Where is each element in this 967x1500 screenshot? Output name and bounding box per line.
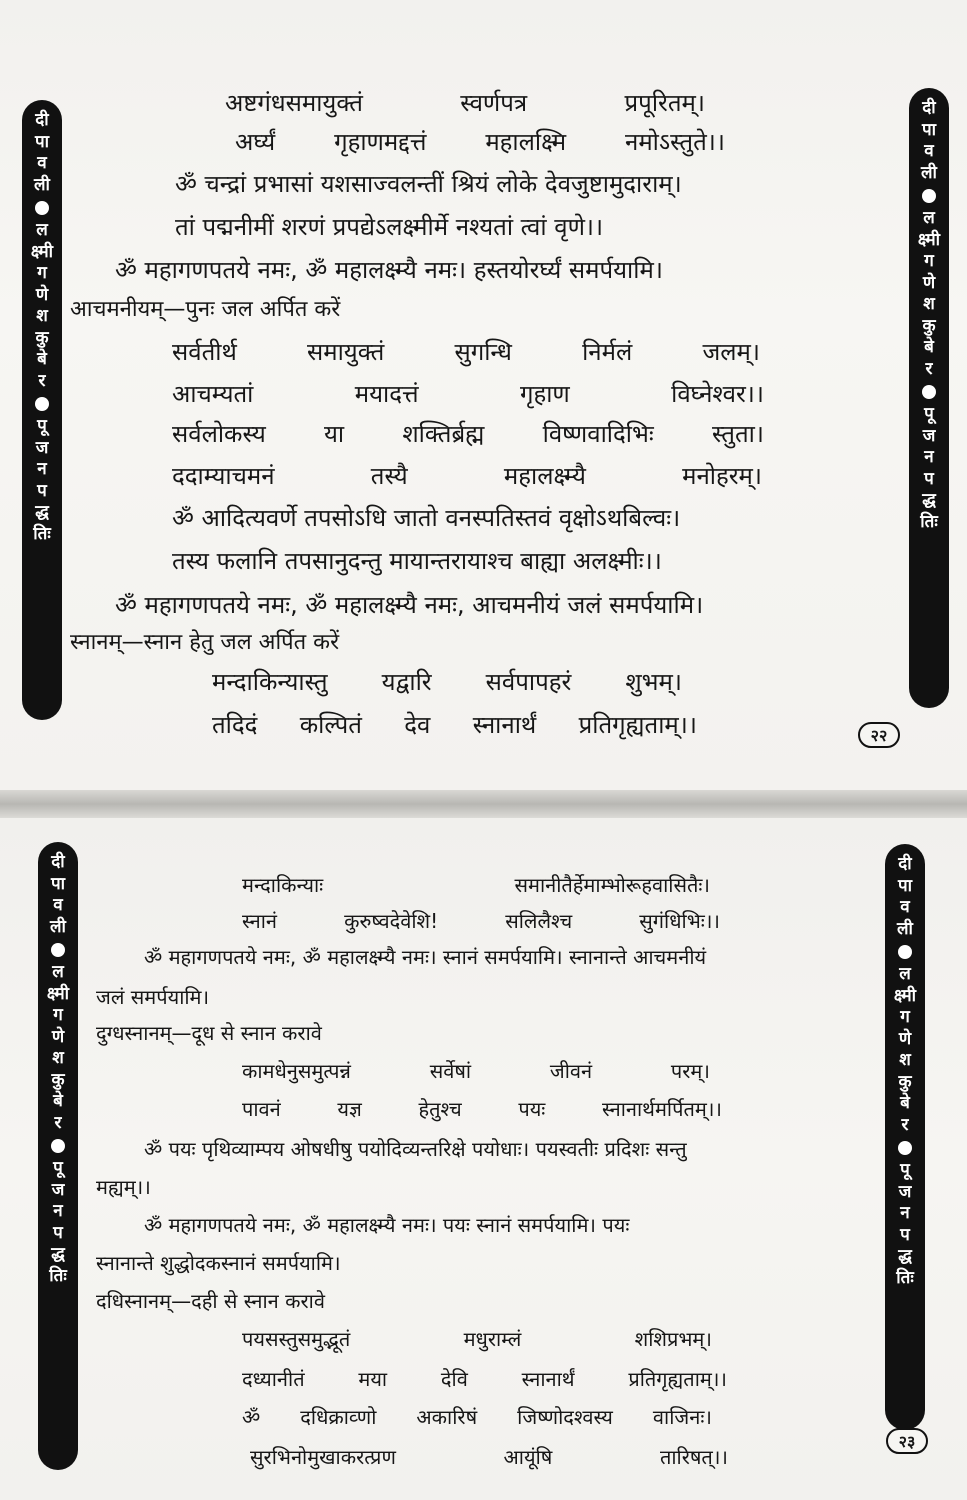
strip-char: तिः — [920, 511, 938, 532]
strip-bullet — [35, 201, 49, 215]
strip-char: क्ष्मी — [46, 983, 70, 1004]
strip-char: श — [899, 1050, 911, 1070]
strip-char: श — [923, 294, 935, 314]
strip-bullet — [898, 945, 912, 959]
strip-char: प — [53, 1222, 63, 1243]
side-title-strip-right — [909, 88, 949, 708]
strip-bullet — [898, 1141, 912, 1155]
strip-char: द्ध — [898, 1246, 912, 1266]
mantra-line: ॐ पयः पृथिव्याम्पय ओषधीषु पयोदिव्यन्तरिक्षे पयोधाः। पयस्वतीः प्रदिशः सन्तु — [144, 1137, 687, 1161]
page-number: २३ — [886, 1428, 928, 1454]
verse-line: अष्टगंधसमायुक्तं स्वर्णपत्र प्रपूरितम्। — [225, 89, 705, 117]
verse-line: अर्घ्यं गृहाणमद्दत्तं महालक्ष्मि नमोऽस्तुते।। — [235, 128, 725, 156]
strip-char: पू — [900, 1160, 910, 1180]
strip-char: पा — [897, 875, 913, 896]
verse-line: तदिदं कल्पितं देव स्नानार्थं प्रतिगृह्यताम्।। — [212, 711, 697, 739]
section-heading: स्नानम्—स्नान हेतु जल अर्पित करें — [70, 630, 340, 655]
strip-char: न — [53, 1201, 63, 1221]
mantra-line: तस्य फलानि तपसानुदन्तु मायान्तरायाश्च बाह्या अलक्ष्मीः।। — [172, 547, 662, 575]
strip-char: णे — [898, 1028, 912, 1049]
section-heading: दधिस्नानम्—दही से स्नान करावे — [96, 1289, 325, 1313]
verse-line: कामधेनुसमुत्पन्नं सर्वेषां जीवनं परम्। — [242, 1059, 710, 1083]
verse-line: सर्वतीर्थ समायुक्तं सुगन्धि निर्मलं जलम्। — [172, 338, 760, 366]
mantra-line: जलं समर्पयामि। — [96, 985, 210, 1009]
page-bottom — [0, 818, 967, 1500]
mantra-line: स्नानान्ते शुद्धोदकस्नानं समर्पयामि। — [96, 1251, 341, 1275]
strip-char: णे — [51, 1026, 65, 1047]
strip-char: बे — [37, 349, 47, 369]
page-gap — [0, 790, 967, 818]
section-heading: दुग्धस्नानम्—दूध से स्नान करावे — [96, 1021, 322, 1045]
strip-char: ली — [34, 174, 50, 195]
strip-char: प — [37, 480, 47, 501]
strip-char: बे — [924, 337, 934, 357]
strip-char: बे — [900, 1093, 910, 1113]
strip-char: न — [900, 1203, 910, 1223]
mantra-line: ॐ महागणपतये नमः, ॐ महालक्ष्म्यै नमः। हस्तयोरर्घ्यं समर्पयामि। — [115, 256, 663, 284]
strip-char: न — [924, 447, 934, 467]
strip-char: ज — [51, 1179, 65, 1200]
strip-bullet — [51, 943, 65, 957]
strip-char: दी — [922, 98, 936, 118]
strip-char: ली — [897, 918, 913, 939]
strip-char: दी — [51, 852, 65, 872]
strip-char: पा — [34, 131, 50, 152]
strip-char: दी — [35, 110, 49, 130]
strip-char: र — [901, 1114, 909, 1135]
mantra-line: ॐ महागणपतये नमः, ॐ महालक्ष्म्यै नमः, आचमनीयं जलं समर्पयामि। — [115, 591, 704, 619]
strip-char: पू — [37, 416, 47, 436]
side-title-strip-left — [22, 100, 62, 720]
strip-char: श — [52, 1048, 64, 1068]
verse-line: ॐ दधिक्राव्णो अकारिषं जिष्णोदश्वस्य वाजिनः। — [242, 1405, 712, 1429]
strip-char: प — [900, 1224, 910, 1245]
strip-char: णे — [35, 284, 49, 305]
mantra-line: ॐ महागणपतये नमः, ॐ महालक्ष्म्यै नमः। स्नानं समर्पयामि। स्नानान्ते आचमनीयं — [144, 945, 707, 969]
verse-line: स्नानं कुरुष्वदेवेशि! सलिलैश्च सुगंधिभिः।। — [242, 909, 720, 933]
strip-bullet — [51, 1139, 65, 1153]
mantra-line: तां पद्मनीमीं शरणं प्रपद्येऽलक्ष्मीर्मे नश्यतां त्वां वृणे।। — [175, 213, 604, 241]
section-heading: आचमनीयम्—पुनः जल अर्पित करें — [70, 297, 341, 322]
strip-char: ल — [52, 962, 64, 982]
strip-char: ग — [900, 1007, 910, 1027]
strip-char: व — [53, 895, 63, 915]
strip-char: न — [37, 459, 47, 479]
mantra-line: ॐ आदित्यवर्णे तपसोऽधि जातो वनस्पतिस्तवं वृक्षोऽथबिल्वः। — [172, 504, 681, 532]
strip-char: द्ध — [35, 502, 49, 522]
strip-char: ग — [37, 263, 47, 283]
strip-char: दी — [898, 854, 912, 874]
strip-bullet — [35, 397, 49, 411]
strip-char: व — [924, 141, 934, 161]
strip-char: व — [37, 153, 47, 173]
strip-char: र — [925, 358, 933, 379]
verse-line: पावनं यज्ञ हेतुश्च पयः स्नानार्थमर्पितम्।। — [242, 1097, 722, 1121]
strip-char: ली — [50, 916, 66, 937]
strip-char: कु — [51, 1069, 65, 1090]
strip-char: पू — [924, 404, 934, 424]
strip-char: बे — [53, 1091, 63, 1111]
strip-char: प — [924, 468, 934, 489]
strip-char: र — [38, 370, 46, 391]
verse-line: दध्यानीतं मया देवि स्नानार्थं प्रतिगृह्यताम्।। — [242, 1367, 727, 1391]
strip-char: ज — [35, 437, 49, 458]
side-title-strip-left — [38, 842, 78, 1470]
strip-char: क्ष्मी — [893, 985, 917, 1006]
strip-char: र — [54, 1112, 62, 1133]
strip-char: कु — [898, 1071, 912, 1092]
strip-bullet — [922, 385, 936, 399]
strip-char: ल — [36, 220, 48, 240]
strip-bullet — [922, 189, 936, 203]
page-number: २२ — [858, 722, 900, 748]
verse-line: आचम्यतां मयादत्तं गृहाण विघ्नेश्वर।। — [172, 380, 764, 408]
strip-char: ल — [923, 208, 935, 228]
strip-char: पू — [53, 1158, 63, 1178]
strip-char: पा — [921, 119, 937, 140]
verse-line: सुरभिनोमुखाकरत्प्रण आयूंषि तारिषत्।। — [250, 1445, 728, 1469]
strip-char: णे — [922, 272, 936, 293]
strip-char: पा — [50, 873, 66, 894]
strip-char: क्ष्मी — [30, 241, 54, 262]
strip-char: तिः — [49, 1265, 67, 1286]
strip-char: कु — [922, 315, 936, 336]
strip-char: ग — [924, 251, 934, 271]
strip-char: तिः — [896, 1267, 914, 1288]
strip-char: ली — [921, 162, 937, 183]
strip-char: ज — [898, 1181, 912, 1202]
strip-char: श — [36, 306, 48, 326]
strip-char: द्ध — [51, 1244, 65, 1264]
strip-char: कु — [35, 327, 49, 348]
side-title-strip-right — [885, 844, 925, 1430]
verse-line: मन्दाकिन्यास्तु यद्वारि सर्वपापहरं शुभम्। — [212, 668, 682, 696]
strip-char: तिः — [33, 523, 51, 544]
strip-char: व — [900, 897, 910, 917]
verse-line: मन्दाकिन्याः समानीतैर्हेमाम्भोरूहवासितैः। — [242, 873, 710, 897]
strip-char: क्ष्मी — [917, 229, 941, 250]
mantra-line: ॐ चन्द्रां प्रभासां यशसाज्वलन्तीं श्रियं लोके देवजुष्टामुदाराम्। — [175, 170, 682, 198]
strip-char: ज — [922, 425, 936, 446]
verse-line: पयसस्तुसमुद्भूतं मधुराम्लं शशिप्रभम्। — [242, 1327, 712, 1351]
strip-char: ल — [899, 964, 911, 984]
verse-line: ददाम्याचमनं तस्यै महालक्ष्म्यै मनोहरम्। — [172, 462, 762, 490]
mantra-line: ॐ महागणपतये नमः, ॐ महालक्ष्म्यै नमः। पयः स्नानं समर्पयामि। पयः — [144, 1213, 630, 1237]
strip-char: द्ध — [922, 490, 936, 510]
strip-char: ग — [53, 1005, 63, 1025]
verse-line: सर्वलोकस्य या शक्तिर्ब्रह्म विष्णवादिभिः स्तुता। — [172, 420, 764, 448]
mantra-line: मह्यम्।। — [96, 1175, 151, 1199]
